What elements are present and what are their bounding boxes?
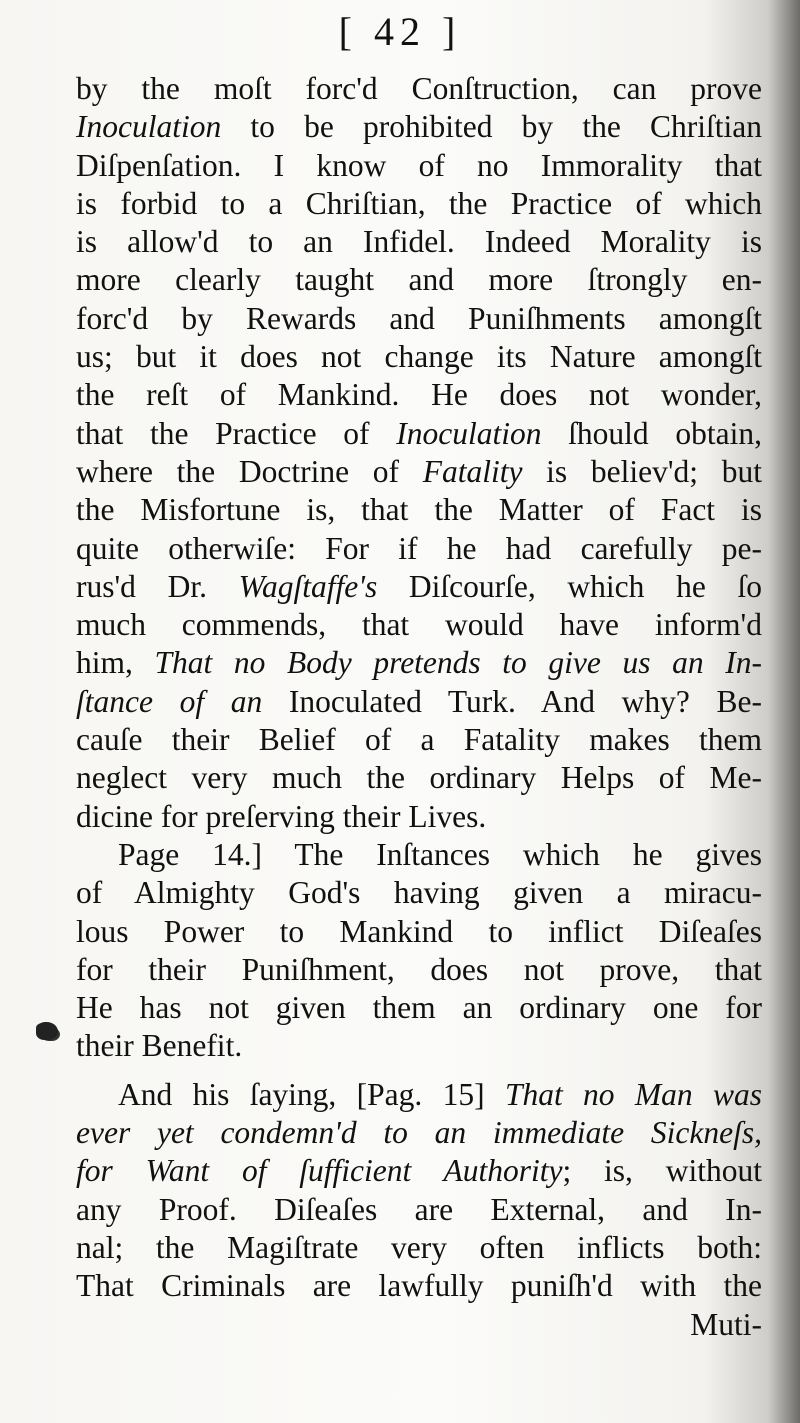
text-line-29: for Want of ſufficient Authority; is, without bbox=[76, 1153, 762, 1189]
text-line-26: their Benefit. bbox=[76, 1028, 243, 1064]
text-line-9: the reſt of Mankind. He does not wonder, bbox=[76, 377, 762, 413]
text-line-28: ever yet condemn'd to an immediate Sickneſs, bbox=[76, 1115, 762, 1151]
text-line-23: lous Power to Mankind to inflict Diſeaſes bbox=[76, 913, 762, 949]
text-line-21: Page 14.] The Inſtances which he gives bbox=[118, 836, 762, 872]
text-line-32: That Criminals are lawfully puniſh'd with the bbox=[76, 1268, 762, 1304]
text-line-16: him, That no Body pretends to give us an In- bbox=[76, 645, 762, 681]
text-line-5: is allow'd to an Infidel. Indeed Morality is bbox=[76, 224, 762, 260]
text-line-15: much commends, that would have inform'd bbox=[76, 607, 762, 643]
body-text bbox=[76, 70, 762, 1344]
text-line-25: He has not given them an ordinary one for bbox=[76, 990, 762, 1026]
text-line-24: for their Puniſhment, does not prove, that bbox=[76, 951, 762, 987]
text-line-14: rus'd Dr. Wagſtaffe's Diſcourſe, which he ſo bbox=[76, 568, 762, 604]
catchword: Muti- bbox=[690, 1306, 762, 1342]
text-line-12: the Misfortune is, that the Matter of Fact is bbox=[76, 492, 762, 528]
text-line-6: more clearly taught and more ſtrongly en- bbox=[76, 262, 762, 298]
text-line-30: any Proof. Diſeaſes are External, and In- bbox=[76, 1191, 762, 1227]
paragraph-gap bbox=[76, 1066, 762, 1076]
text-line-7: forc'd by Rewards and Puniſhments amongſt bbox=[76, 300, 762, 336]
ink-blot bbox=[36, 1022, 58, 1040]
text-line-18: cauſe their Belief of a Fatality makes them bbox=[76, 722, 762, 758]
text-line-4: is forbid to a Chriſtian, the Practice of which bbox=[76, 185, 762, 221]
text-line-22: of Almighty God's having given a miracu- bbox=[76, 875, 762, 911]
text-line-10: that the Practice of Inoculation ſhould obtain, bbox=[76, 415, 762, 451]
text-line-1: by the moſt forc'd Conſtruction, can prove bbox=[76, 71, 762, 106]
text-line-20: dicine for preſerving their Lives. bbox=[76, 798, 487, 834]
text-line-27: And his ſaying, [Pag. 15] That no Man was bbox=[118, 1076, 762, 1112]
text-line-13: quite otherwiſe: For if he had carefully pe- bbox=[76, 530, 762, 566]
text-line-31: nal; the Magiſtrate very often inflicts both: bbox=[76, 1229, 762, 1265]
text-line-8: us; but it does not change its Nature amongſt bbox=[76, 339, 762, 375]
page-number: [ 42 ] bbox=[338, 9, 462, 54]
text-line-19: neglect very much the ordinary Helps of Me- bbox=[76, 760, 762, 796]
text-line-2: Inoculation to be prohibited by the Chriſtian bbox=[76, 109, 762, 145]
text-line-11: where the Doctrine of Fatality is believ'd; but bbox=[76, 453, 762, 489]
text-line-3: Diſpenſation. I know of no Immorality that bbox=[76, 147, 762, 183]
text-line-17: ſtance of an Inoculated Turk. And why? Be- bbox=[76, 683, 763, 719]
